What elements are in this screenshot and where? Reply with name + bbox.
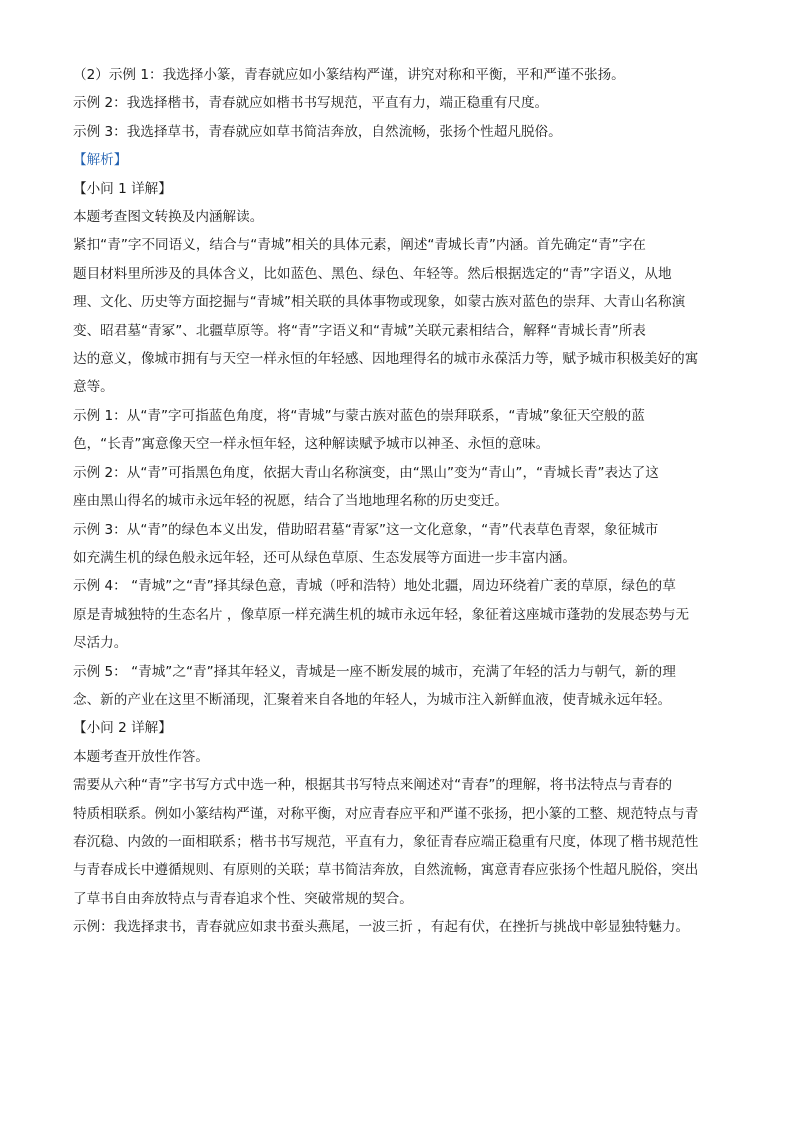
example-4-line: 示例 4： “青城”之“青”择其绿色意，青城（呼和浩特）地处北疆，周边环绕着广袤的草原，绿色的草 [73, 578, 676, 595]
subquestion-1-heading: 【小问 1 详解】 [73, 180, 172, 197]
paragraph-line: 变、昭君墓“青冢”、北疆草原等。将“青”字语义和“青城”关联元素相结合，解释“青城长青”所表 [73, 322, 646, 339]
paragraph-line: 题目材料里所涉及的具体含义，比如蓝色、黑色、绿色、年轻等。然后根据选定的“青”字语义，从地 [73, 265, 672, 282]
example-5-line: 念、新的产业在这里不断涌现，汇聚着来自各地的年轻人，为城市注入新鲜血液，使青城永远年轻。 [73, 691, 672, 708]
document-body [73, 61, 725, 942]
paragraph-line: 了草书自由奔放特点与青春追求个性、突破常规的契合。 [73, 890, 413, 907]
paragraph-line: 意等。 [73, 379, 114, 396]
example-3-line: 示例 3：从“青”的绿色本义出发，借助昭君墓“青冢”这一文化意象，“青”代表草色青翠，象征城市 [73, 521, 659, 538]
answer-2-example-3: 示例 3：我选择草书，青春就应如草书简洁奔放，自然流畅，张扬个性超凡脱俗。 [73, 123, 562, 140]
subquestion-2-topic: 本题考查开放性作答。 [73, 748, 209, 765]
paragraph-line: 需要从六种“青”字书写方式中选一种，根据其书写特点来阐述对“青春”的理解，将书法特点与青春的 [73, 777, 673, 794]
final-example-line: 示例：我选择隶书，青春就应如隶书蚕头燕尾，一波三折 ，有起有伏，在挫折与挑战中彰显独特魅力。 [73, 919, 690, 936]
example-5-line: 示例 5： “青城”之“青”择其年轻义，青城是一座不断发展的城市，充满了年轻的活力与朝气，新的理 [73, 663, 676, 680]
example-4-line: 尽活力。 [73, 635, 128, 652]
example-1-line: 色，“长青”寓意像天空一样永恒年轻，这种解读赋予城市以神圣、永恒的意味。 [73, 436, 550, 453]
paragraph-line: 春沉稳、内敛的一面相联系；楷书书写规范，平直有力，象征青春应端正稳重有尺度，体现了楷书规范性 [73, 833, 699, 850]
answer-2-example-1: （2）示例 1：我选择小篆，青春就应如小篆结构严谨，讲究对称和平衡，平和严谨不张扬。 [73, 67, 625, 83]
paragraph-line: 与青春成长中遵循规则、有原则的关联；草书简洁奔放，自然流畅，寓意青春应张扬个性超凡脱俗，突出 [73, 862, 699, 879]
answer-2-example-2: 示例 2：我选择楷书，青春就应如楷书书写规范，平直有力，端正稳重有尺度。 [73, 95, 549, 112]
paragraph-line: 达的意义，像城市拥有与天空一样永恒的年轻感、因地理得名的城市永葆活力等，赋予城市积极美好的寓 [73, 351, 699, 368]
paragraph-line: 理、文化、历史等方面挖掘与“青城”相关联的具体事物或现象，如蒙古族对蓝色的崇拜、大青山名称演 [73, 294, 686, 311]
example-4-line: 原是青城独特的生态名片 ，像草原一样充满生机的城市永远年轻，象征着这座城市蓬勃的发展态势与无 [73, 606, 690, 623]
example-2-line: 座由黑山得名的城市永远年轻的祝愿，结合了当地地理名称的历史变迁。 [73, 493, 508, 510]
example-3-line: 如充满生机的绿色般永远年轻，还可从绿色草原、生态发展等方面进一步丰富内涵。 [73, 549, 576, 566]
example-2-line: 示例 2：从“青”可指黑色角度，依据大青山名称演变，由“黑山”变为“青山”，“青城长青”表达了这 [73, 464, 659, 481]
paragraph-line: 特质相联系。例如小篆结构严谨，对称平衡，对应青春应平和严谨不张扬，把小篆的工整、规范特点与青 [73, 805, 699, 822]
subquestion-1-topic: 本题考查图文转换及内涵解读。 [73, 209, 264, 226]
subquestion-2-heading: 【小问 2 详解】 [73, 720, 172, 737]
paragraph-line: 紧扣“青”字不同语义，结合与“青城”相关的具体元素，阐述“青城长青”内涵。首先确定“青”字在 [73, 237, 646, 254]
analysis-heading: 【解析】 [73, 152, 128, 169]
example-1-line: 示例 1：从“青”字可指蓝色角度，将“青城”与蒙古族对蓝色的崇拜联系，“青城”象征天空般的蓝 [73, 407, 645, 424]
